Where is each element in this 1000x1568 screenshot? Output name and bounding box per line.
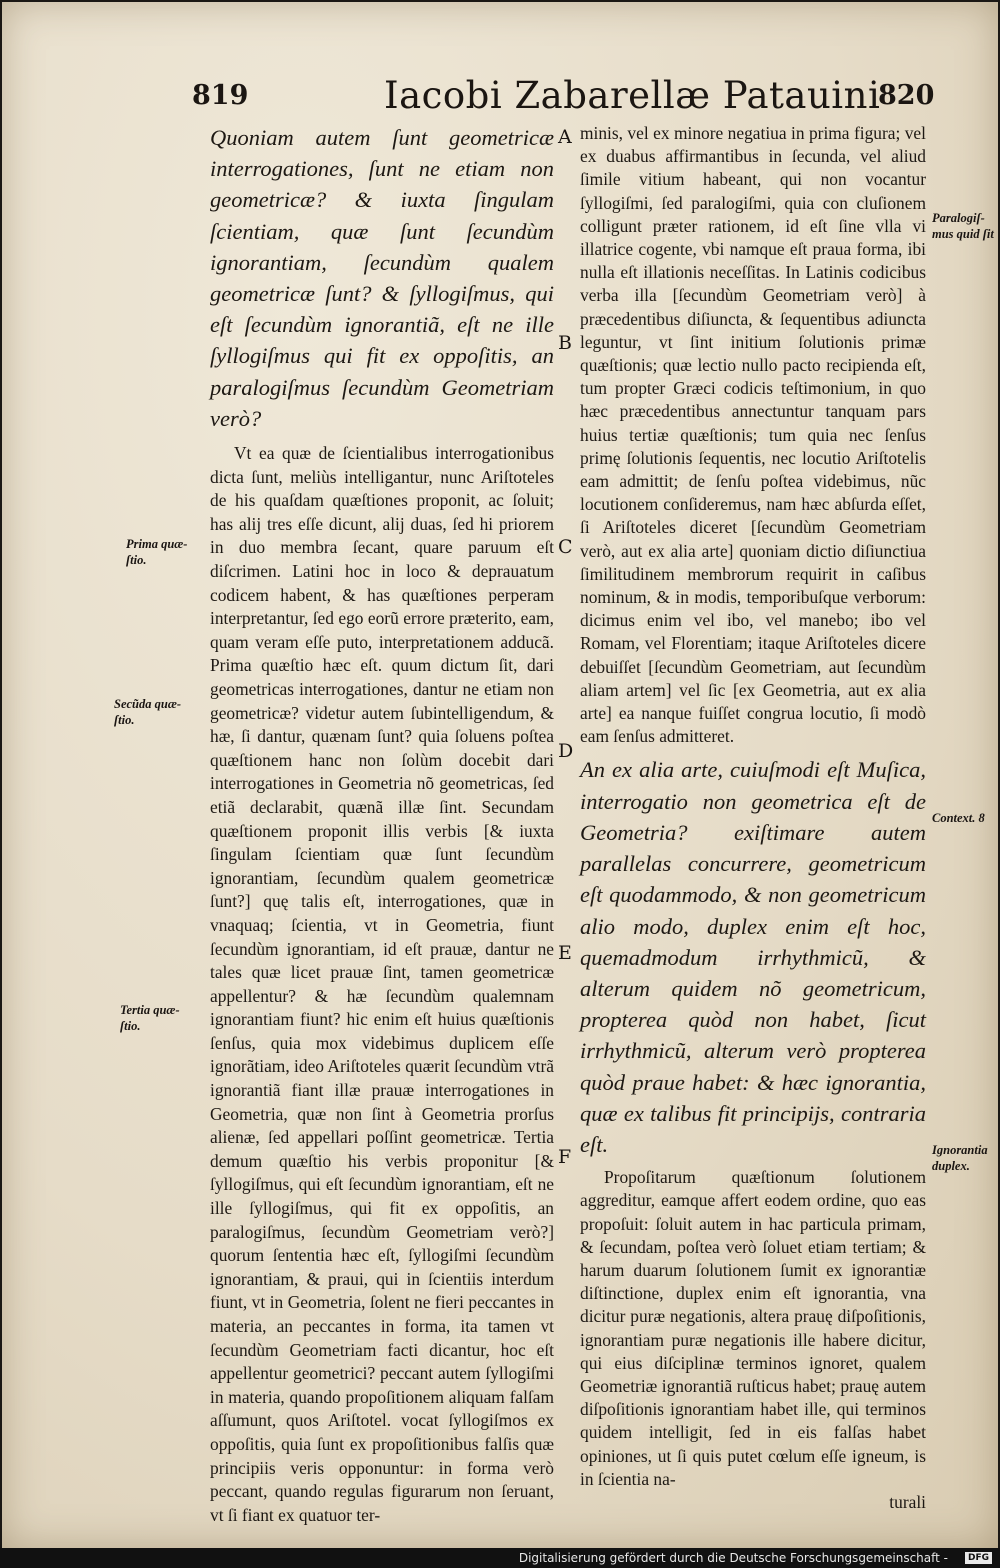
margin-note-prima: Prima quæ- ſtio.: [126, 537, 188, 567]
book-page: [2, 2, 998, 1548]
right-para-2: Propoſitarum quæſtionum ſolutionem aggreditur, eamque affert eodem ordine, quo eas propoſuit: ſoluit autem in hac particula primam, & ſecundam, poſtea verò ſoluet etiam tertiam; & harum duarum ſolutionem ſumit ex ignorantiæ diſtinctione, duplex enim eſt ignorantia, vna dicitur puræ negationis, altera prauę diſpoſitionis, ignorantiam puræ negationis ille habere dicitur, qui eius diſciplinæ terminos ignoret, qualem Geometriæ ignorantiã ruſticus habet; prauę autem diſpoſitionis ignorantiam habet ille, qui terminos quidem intelligit, ſed in eis falſas habet opiniones, ut ſi quis putet cœlum eſſe igneum, is in ſcientia na-: [580, 1167, 926, 1489]
digitization-footer: [0, 1548, 1000, 1568]
page-number-left: 819: [192, 80, 249, 111]
dfg-logo: DFG: [965, 1552, 992, 1564]
left-lemma: Quoniam autem ſunt geometricæ interrogationes, ſunt ne etiam non geometricæ? & iuxta ſingulam ſcientiam, quæ ſunt ſecundùm ignorantiam, ſecundùm qualem geometricæ ſunt? & ſyllogiſmus, qui eſt ſecundùm ignorantiã, eſt ne ille ſyllogiſmus qui fit ex oppoſitis, an paralogiſmus ſecundùm Geometriam verò?: [210, 125, 554, 431]
margin-note-context: Context. 8: [932, 811, 985, 825]
section-letter-e: E: [558, 942, 572, 964]
left-column: [210, 122, 554, 1527]
right-column: [580, 122, 926, 1514]
left-commentary: Vt ea quæ de ſcientialibus interrogationibus dicta ſunt, meliùs intelligantur, nunc Ariſtoteles de his quaſdam quæſtiones proponit, ac ſoluit; has alij tres eſſe dicunt, alij duas, ſed hi priorem in duo membra ſecant, quare paruum eſt diſcrimen. Latini hoc in loco & deprauatum codicem habent, & has quæſtiones perperam interpretantur, ſed ego eorũ errore præterito, eam, quam veram eſſe puto, interpretationem adducã. Prima quæſtio hæc eſt. quum dictum ſit, dari geometricas interrogationes, dantur ne etiam non geometricæ? videtur autem ſubintelligendum, & hæ, ſi dantur, quænam ſunt? quia ſoluens poſtea quæſtionem hanc non ſolùm docebit dari interrogationes in Geometria nõ geometricas, ſed etiã declarabit, quænã illæ ſint. Secundam quæſtionem proponit illis verbis [& iuxta ſingulam ſcientiam quæ ſunt ſecundùm ignorantiam, ſecundùm qualem geometricæ ſunt?] quę talis eſt, interrogationes, quæ in vnaquaq; ſcientia, vt in Geometria, fiunt ſecundùm ignorantiam, id eſt prauæ, dantur ne tales quæ licet prauæ ſint, tamen geometricæ appellentur? & hæ ſecundùm qualemnam ignorantiam fiunt? hic enim eſt huius quæſtionis ſenſus, quia mox videbimus duplicem eſſe ignorãtiam, ideo Ariſtoteles quærit ſecundùm vtrã ignorantiã fiant illæ prauæ interrogationes in Geometria, quæ non ſint à Geometria prorſus alienæ, ſed appellari poſſint geometricæ. Tertia demum quæſtio his verbis proponitur [& ſyllogiſmus, qui eſt ſecundùm ignorantiam, eſt ne ille ſyllogiſmus, qui fit ex oppoſitis, an paralogiſmus, ſecundùm Geometriam verò?] quorum ſententia hæc eſt, ſyllogiſmi ſecundùm ignorantiam, & praui, qui in ſcientiis interdum fiunt, vt in Geometria, ſolent ne fieri peccantes in materia, an peccantes in forma, ita tamen vt ſecundùm Geometriam facti dicantur, hoc eſt appellentur geometrici? peccant autem ſyllogiſmi in materia, quando propoſitionem aliquam falſam aſſumunt, quos Ariſtotel. vocat ſyllogiſmos ex oppoſitis, quia ſunt ex propoſitionibus falſis quæ principiis veris opponuntur: in forma verò peccant, quando regulas figurarum non ſeruant, vt ſi fiant ex quatuor ter-: [210, 443, 554, 1525]
catchword: turali: [889, 1491, 926, 1512]
running-title: Iacobi Zabarellæ Patauini: [384, 74, 881, 117]
footer-text: Digitalisierung gefördert durch die Deutsche Forschungsgemeinschaft -: [518, 1551, 948, 1565]
right-para-1: minis, vel ex minore negatiua in prima figura; vel ex duabus affirmantibus in ſecunda, vel aliud ſimile vitium habeant, qui non vocantur ſyllogiſmi, ſed paralogiſmi, quia con cluſionem colligunt præter rationem, id eſt ſine vlla vi illatrice cogente, vbi namque eſt praua forma, ibi nulla eſt illationis neceſſitas. In Latinis codicibus verba illa [ſecundùm Geometriam verò] à præcedentibus diſiuncta, & ſequentibus adiuncta leguntur, vt ſint initium ſolutionis primæ quæſtionis; quæ lectio nullo pacto recipienda eſt, tum propter Græci codicis teſtimonium, in quo hæc præcedentibus annectuntur tanquam pars huius tertiæ quæſtionis; tum quia nec ſenſus primę ſolutionis ſequentis, nec locutio Ariſtotelis eam admittit; de ſenſu poſtea videbimus, nũc locutionem conſideremus, nam hæc abſurda eſſet, ſi Ariſtoteles diceret [ſecundùm Geometriam verò, aut ex alia arte] quoniam dictio diſiunctiua ſimilitudinem membrorum requirit in caſibus nominum, & in modis, temporibuſque verborum: dicimus enim vel ibo, vel manebo; ibo vel Romam, vel Florentiam; itaque Ariſtoteles dicere debuiſſet [ſecundùm Geometriam, aut ſecundùm aliam artem] vel ſic [ex Geometria, aut ex alia arte] ea nanque fuiſſet congrua locutio, ſi modò eam ſenſus admitteret.: [580, 123, 926, 747]
section-letter-f: F: [558, 1146, 572, 1168]
page-number-right: 820: [878, 80, 935, 111]
margin-note-ignorantia: Ignorantia duplex.: [932, 1143, 988, 1173]
margin-note-secunda: Secũda quæ- ſtio.: [114, 697, 182, 727]
right-lemma: An ex alia arte, cuiuſmodi eſt Muſica, interrogatio non geometrica eſt de Geometria? exiſtimare autem parallelas concurrere, geometricum eſt quodammodo, & non geometricum alio modo, duplex enim eſt hoc, quemadmodum irrhythmicũ, & alterum quidem nõ geometricum, propterea quòd non habet, ſicut irrhythmicũ, alterum verò propterea quòd praue habet: & hæc ignorantia, quæ ex talibus fit principijs, contraria eſt.: [580, 757, 926, 1157]
margin-note-tertia: Tertia quæ- ſtio.: [120, 1003, 180, 1033]
margin-note-paralogismus: Paralogiſ- mus quid ſit: [932, 211, 994, 241]
section-letter-b: B: [558, 332, 572, 354]
section-letter-d: D: [558, 740, 574, 762]
section-letter-c: C: [558, 536, 573, 558]
section-letter-a: A: [558, 126, 572, 148]
